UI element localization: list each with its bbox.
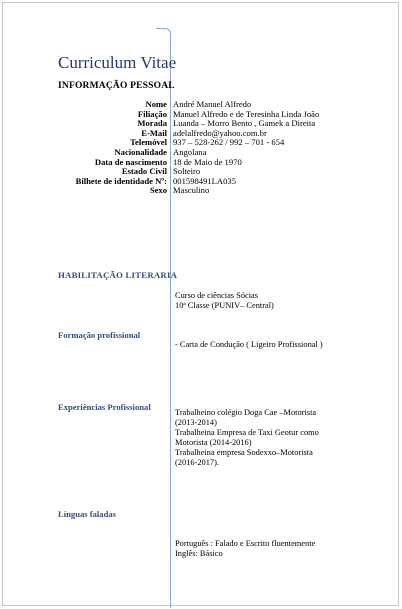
info-value: Luanda – Morro Bento , Gamek a Direita xyxy=(173,118,316,129)
experiencia-line: Trabalheina Empresa de Taxi Geotur como xyxy=(175,428,319,437)
info-label: Nacionalidade xyxy=(114,146,167,157)
experiencia-line: (2013-2014) xyxy=(175,418,217,427)
personal-info-heading: INFORMAÇÃO PESSOAL xyxy=(58,81,175,91)
linguas-heading: Línguas faladas xyxy=(58,509,117,519)
info-row-sexo xyxy=(0,186,402,196)
info-value: Solteiro xyxy=(173,166,201,177)
info-value: 001598491LA035 xyxy=(173,175,237,186)
experiencia-line: Trabalheina empresa Sodexxo–Motorista xyxy=(175,448,313,457)
info-label: Morada xyxy=(137,118,167,129)
info-value: Masculino xyxy=(173,185,210,196)
experiencia-line: Trabalheino colégio Doga Cae –Motorista xyxy=(175,408,317,417)
habilitacao-content xyxy=(175,291,274,311)
experiencias-heading: Experiências Profissional xyxy=(58,402,151,412)
info-label: Filiação xyxy=(137,108,167,119)
info-value: Manuel Alfredo e de Teresinha Linda João xyxy=(173,108,320,119)
lingua-line: Português : Falado e Escrito fluentemente xyxy=(175,539,316,548)
experiencia-line: (2016-2017). xyxy=(175,458,219,467)
info-label: Bilhete de identidade Nº: xyxy=(75,175,167,186)
habilitacao-line: Curso de ciências Sócias xyxy=(175,291,259,300)
experiencias-content xyxy=(175,408,319,468)
info-row-nascimento xyxy=(0,158,402,168)
info-label: Estado Civil xyxy=(121,166,167,177)
personal-info-table xyxy=(0,100,402,196)
info-value: adelalfredo@yahoo.com.br xyxy=(173,127,267,138)
info-label: E-Mail xyxy=(141,127,167,138)
formacao-heading: Formação profissional xyxy=(58,330,141,340)
experiencia-line: Motorista (2014-2016) xyxy=(175,438,252,447)
info-label: Telemóvel xyxy=(130,137,167,148)
divider-cap xyxy=(156,28,171,41)
formacao-content xyxy=(175,340,323,350)
linguas-content xyxy=(175,539,315,559)
habilitacao-line: 10ª Classe (PUNIV– Central) xyxy=(175,301,274,310)
info-label: Sexo xyxy=(149,185,167,196)
info-label: Nome xyxy=(145,99,167,109)
info-value: André Manuel Alfredo xyxy=(173,99,252,109)
lingua-line: Inglês: Básico xyxy=(175,549,223,558)
info-value: Angolana xyxy=(173,146,207,157)
formacao-line: - Carta de Condução ( Ligeiro Profissional ) xyxy=(175,340,323,349)
info-label: Data de nascimento xyxy=(94,156,167,167)
info-value: 937 – 528-262 / 992 – 701 - 654 xyxy=(173,137,285,148)
info-value: 18 de Maio de 1970 xyxy=(173,156,242,167)
habilitacao-heading: HABILITAÇÃO LITERARIA xyxy=(58,270,178,280)
page-title: Curriculum Vitae xyxy=(58,53,177,72)
